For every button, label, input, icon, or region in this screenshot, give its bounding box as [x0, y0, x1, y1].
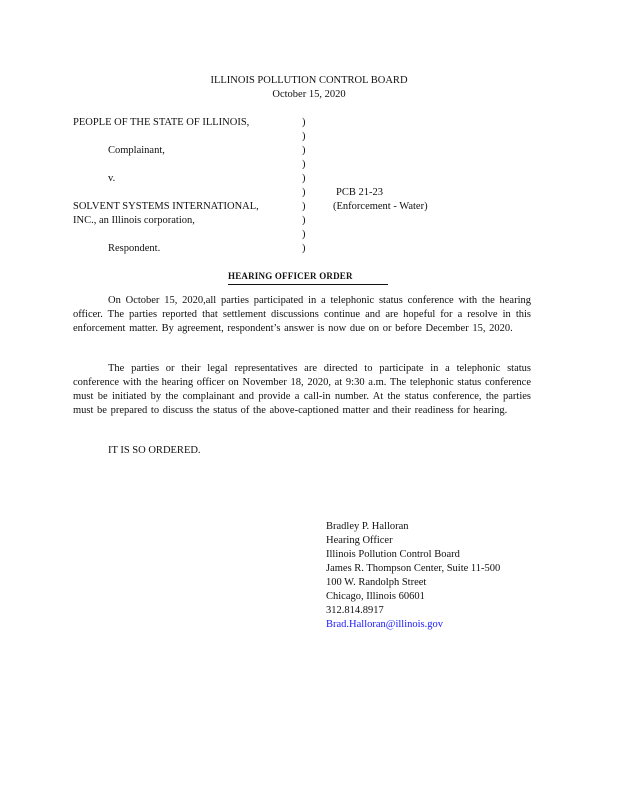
case-type: (Enforcement - Water)	[333, 201, 428, 212]
board-name: ILLINOIS POLLUTION CONTROL BOARD	[210, 75, 408, 86]
paren: )	[302, 243, 306, 254]
versus: v.	[108, 173, 116, 184]
order-paragraph-2: The parties or their legal representatives are directed to participate in a telephonic status conference with the hearing officer on November 18, 2020, at 9:30 a.m. The telephonic status conference must be initiated by the complainant and provide a call-in number. At the status conference, the parties must be prepared to discuss the status of the above-captioned matter and their readiness for hearing.	[73, 363, 531, 416]
address-line-2: 100 W. Randolph Street	[326, 577, 427, 588]
order-title: HEARING OFFICER ORDER	[228, 269, 388, 285]
order-date: October 15, 2020	[272, 89, 346, 100]
case-number: PCB 21-23	[336, 187, 383, 198]
signer-organization: Illinois Pollution Control Board	[326, 549, 460, 560]
order-paragraph-1: On October 15, 2020,all parties participated in a telephonic status conference with the hearing officer. The parties reported that settlement discussions continue and are hopeful for a resolve in this enforcement matter. By agreement, respondent’s answer is now due on or before December 15, 2020.	[73, 295, 531, 334]
closing-statement: IT IS SO ORDERED.	[108, 445, 201, 456]
paren: )	[302, 117, 306, 128]
paren: )	[302, 215, 306, 226]
signature-block	[326, 520, 500, 632]
complainant-label: Complainant,	[108, 145, 165, 156]
signer-name: Bradley P. Halloran	[326, 521, 409, 532]
respondent-line-1: SOLVENT SYSTEMS INTERNATIONAL,	[73, 201, 259, 212]
paren: )	[302, 145, 306, 156]
address-city: Chicago, Illinois 60601	[326, 591, 425, 602]
paren: )	[302, 229, 306, 240]
paren: )	[302, 201, 306, 212]
complainant-name: PEOPLE OF THE STATE OF ILLINOIS,	[73, 117, 250, 128]
phone-number: 312.814.8917	[326, 605, 384, 616]
paren: )	[302, 187, 306, 198]
address-line-1: James R. Thompson Center, Suite 11-500	[326, 563, 501, 574]
caption-parentheses	[302, 116, 312, 256]
email-link[interactable]: Brad.Halloran@illinois.gov	[326, 619, 443, 630]
paren: )	[302, 159, 306, 170]
respondent-label: Respondent.	[108, 243, 161, 254]
paren: )	[302, 173, 306, 184]
paren: )	[302, 131, 306, 142]
signer-title: Hearing Officer	[326, 535, 393, 546]
respondent-line-2: INC., an Illinois corporation,	[73, 215, 195, 226]
